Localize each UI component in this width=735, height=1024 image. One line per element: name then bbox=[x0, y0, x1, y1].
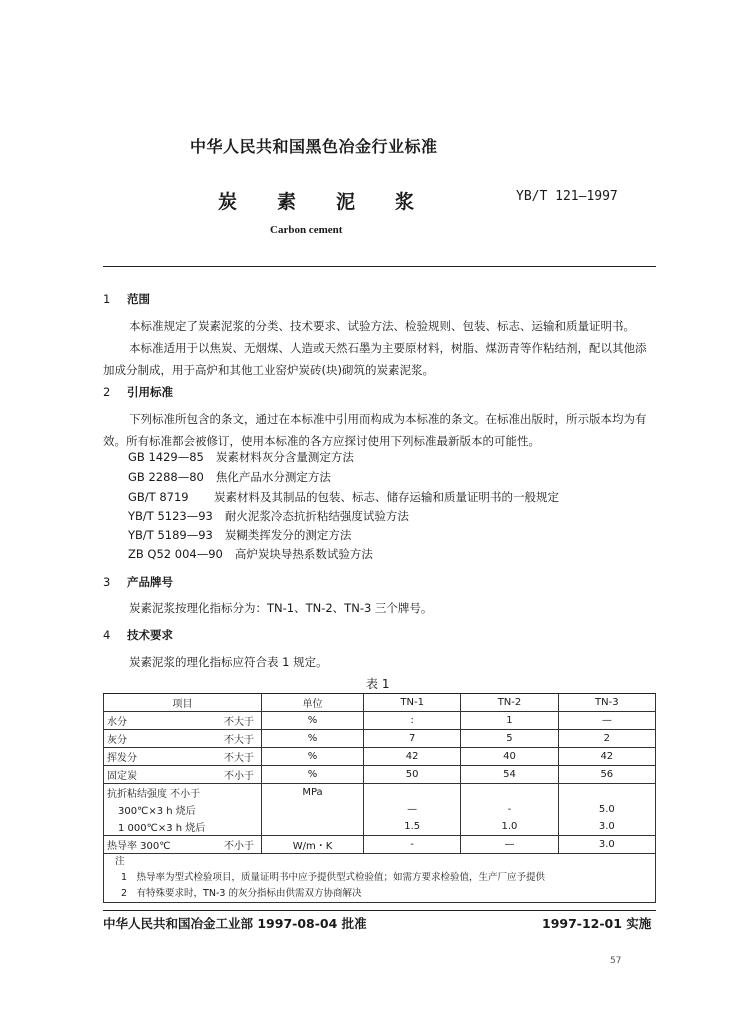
reference-title: 耐火泥浆冷态抗折粘结强度试验方法 bbox=[224, 509, 409, 523]
item-qualifier: 不大于 bbox=[224, 735, 254, 746]
table-cell-value: 56 bbox=[558, 766, 655, 784]
table-header-row bbox=[104, 694, 656, 712]
reference-item bbox=[128, 527, 351, 543]
reference-code: GB 2288—80 bbox=[128, 470, 204, 484]
reference-title: 炭素材料灰分含量测定方法 bbox=[215, 450, 354, 464]
section-1-paragraph-2: 本标准适用于以焦炭、无烟煤、人造或天然石墨为主要原材料，树脂、煤沥青等作粘结剂，配以其他添加成分制成，用于高炉和其他工业窑炉炭砖(块)砌筑的炭素泥浆。 bbox=[103, 341, 647, 377]
item-name: 水分 bbox=[107, 717, 127, 728]
item-name: 热导率 300℃ bbox=[107, 841, 171, 852]
specification-table bbox=[103, 693, 656, 903]
table-row bbox=[104, 730, 656, 748]
table-cell-value bbox=[461, 784, 558, 802]
standard-code: YB/T 121—1997 bbox=[516, 189, 618, 204]
table-cell-unit: W/m・K bbox=[262, 836, 364, 854]
note-label: 注 bbox=[115, 856, 125, 867]
table-cell-item bbox=[104, 801, 262, 818]
table-cell-value: 54 bbox=[461, 766, 558, 784]
table-cell-item bbox=[104, 784, 262, 802]
table-cell-item bbox=[104, 766, 262, 784]
table-cell-value: 1.5 bbox=[364, 818, 461, 836]
table-cell-value: : bbox=[364, 712, 461, 730]
table-cell-value: 3.0 bbox=[558, 818, 655, 836]
header-rule bbox=[103, 266, 656, 267]
table-row bbox=[104, 712, 656, 730]
table-row bbox=[104, 818, 656, 836]
note-item: 1 热导率为型式检验项目，质量证明书中应予提供型式检验值；如需方要求检验值，生产厂应予提供 bbox=[121, 872, 546, 883]
section-1-paragraph-1: 本标准规定了炭素泥浆的分类、技术要求、试验方法、检验规则、包装、标志、运输和质量证明书。 bbox=[129, 319, 635, 333]
section-2-heading bbox=[103, 384, 173, 400]
approval-line: 中华人民共和国冶金工业部 1997-08-04 批准 bbox=[103, 916, 367, 931]
table-header-cell: TN-3 bbox=[558, 694, 655, 712]
table-notes bbox=[104, 854, 656, 903]
item-qualifier: 不大于 bbox=[224, 753, 254, 764]
section-3-title: 产品牌号 bbox=[127, 575, 173, 589]
table-cell-value: 1 bbox=[461, 712, 558, 730]
reference-item bbox=[128, 489, 559, 505]
table-cell-unit: % bbox=[262, 730, 364, 748]
item-name: 灰分 bbox=[107, 735, 127, 746]
table-cell-value: — bbox=[461, 836, 558, 854]
table-cell-value: 42 bbox=[364, 748, 461, 766]
reference-code: YB/T 5189—93 bbox=[128, 528, 213, 542]
section-2-title: 引用标准 bbox=[127, 385, 173, 399]
document-title: 炭素泥浆 bbox=[218, 191, 455, 213]
table-cell-item bbox=[104, 818, 262, 836]
item-name: 抗折粘结强度 不小于 bbox=[107, 789, 201, 800]
section-2-paragraph-1: 下列标准所包含的条文，通过在本标准中引用而构成为本标准的条文。在标准出版时，所示版本均为有效。所有标准都会被修订，使用本标准的各方应探讨使用下列标准最新版本的可能性。 bbox=[103, 412, 647, 448]
implementation-date: 1997-12-01 实施 bbox=[542, 916, 652, 931]
table-cell-value: 2 bbox=[558, 730, 655, 748]
section-4-title: 技术要求 bbox=[127, 628, 173, 642]
reference-code: GB/T 8719 bbox=[128, 490, 189, 504]
table-cell-value: 5.0 bbox=[558, 801, 655, 818]
reference-item bbox=[128, 508, 409, 524]
item-qualifier: 不大于 bbox=[224, 717, 254, 728]
english-title: Carbon cement bbox=[270, 224, 343, 236]
table-row bbox=[104, 801, 656, 818]
table-header-cell: TN-1 bbox=[364, 694, 461, 712]
section-4-paragraph-1: 炭素泥浆的理化指标应符合表 1 规定。 bbox=[129, 655, 328, 669]
issuing-organization: 中华人民共和国黑色冶金行业标准 bbox=[190, 137, 438, 156]
reference-title: 炭素材料及其制品的包装、标志、储存运输和质量证明书的一般规定 bbox=[214, 490, 559, 504]
reference-title: 炭糊类挥发分的测定方法 bbox=[224, 528, 352, 542]
table-cell-value: — bbox=[364, 801, 461, 818]
table-cell-value bbox=[558, 784, 655, 802]
table-cell-unit bbox=[262, 818, 364, 836]
section-4-number: 4 bbox=[103, 628, 111, 642]
table-row bbox=[104, 784, 656, 802]
table-cell-item bbox=[104, 712, 262, 730]
table-cell-unit: % bbox=[262, 712, 364, 730]
table-cell-item bbox=[104, 836, 262, 854]
table-caption: 表 1 bbox=[366, 677, 390, 691]
table-cell-unit bbox=[262, 801, 364, 818]
section-3-number: 3 bbox=[103, 575, 111, 589]
section-1-title: 范围 bbox=[127, 292, 150, 306]
table-cell-value: - bbox=[461, 801, 558, 818]
page-number: 57 bbox=[610, 956, 622, 966]
table-cell-value: 1.0 bbox=[461, 818, 558, 836]
table-row bbox=[104, 748, 656, 766]
reference-title: 焦化产品水分测定方法 bbox=[215, 470, 331, 484]
table-cell-unit: % bbox=[262, 766, 364, 784]
footer-rule bbox=[103, 910, 656, 911]
table-cell-value: 3.0 bbox=[558, 836, 655, 854]
item-qualifier: 不小于 bbox=[224, 771, 254, 782]
item-name: 1 000℃×3 h 烧后 bbox=[118, 823, 206, 834]
table-header-cell: 单位 bbox=[262, 694, 364, 712]
reference-item bbox=[128, 469, 331, 485]
reference-code: GB 1429—85 bbox=[128, 450, 204, 464]
table-notes-row bbox=[104, 854, 656, 903]
table-row bbox=[104, 766, 656, 784]
table-cell-item bbox=[104, 730, 262, 748]
item-name: 挥发分 bbox=[107, 753, 137, 764]
table-header-cell: TN-2 bbox=[461, 694, 558, 712]
section-4-heading bbox=[103, 627, 173, 643]
table-row bbox=[104, 836, 656, 854]
section-1-heading bbox=[103, 291, 150, 307]
table-cell-value bbox=[364, 784, 461, 802]
reference-item bbox=[128, 449, 354, 465]
section-2-number: 2 bbox=[103, 385, 111, 399]
table-cell-value: 40 bbox=[461, 748, 558, 766]
reference-title: 高炉炭块导热系数试验方法 bbox=[234, 547, 373, 561]
section-3-heading bbox=[103, 574, 173, 590]
section-1-number: 1 bbox=[103, 292, 111, 306]
table-cell-value: 7 bbox=[364, 730, 461, 748]
table-cell-value: — bbox=[558, 712, 655, 730]
reference-code: YB/T 5123—93 bbox=[128, 509, 213, 523]
item-name: 300℃×3 h 烧后 bbox=[118, 806, 196, 817]
item-name: 固定炭 bbox=[107, 771, 137, 782]
table-header-cell: 项目 bbox=[104, 694, 262, 712]
note-item: 2 有特殊要求时，TN-3 的灰分指标由供需双方协商解决 bbox=[121, 888, 362, 899]
section-3-paragraph-1: 炭素泥浆按理化指标分为：TN-1、TN-2、TN-3 三个牌号。 bbox=[129, 601, 433, 615]
item-qualifier: 不小于 bbox=[224, 841, 254, 852]
table-cell-value: 42 bbox=[558, 748, 655, 766]
table-cell-value: 50 bbox=[364, 766, 461, 784]
reference-item bbox=[128, 546, 373, 562]
table-cell-unit: MPa bbox=[262, 784, 364, 802]
table-cell-value: - bbox=[364, 836, 461, 854]
table-cell-item bbox=[104, 748, 262, 766]
reference-code: ZB Q52 004—90 bbox=[128, 547, 223, 561]
table-cell-value: 5 bbox=[461, 730, 558, 748]
table-cell-unit: % bbox=[262, 748, 364, 766]
